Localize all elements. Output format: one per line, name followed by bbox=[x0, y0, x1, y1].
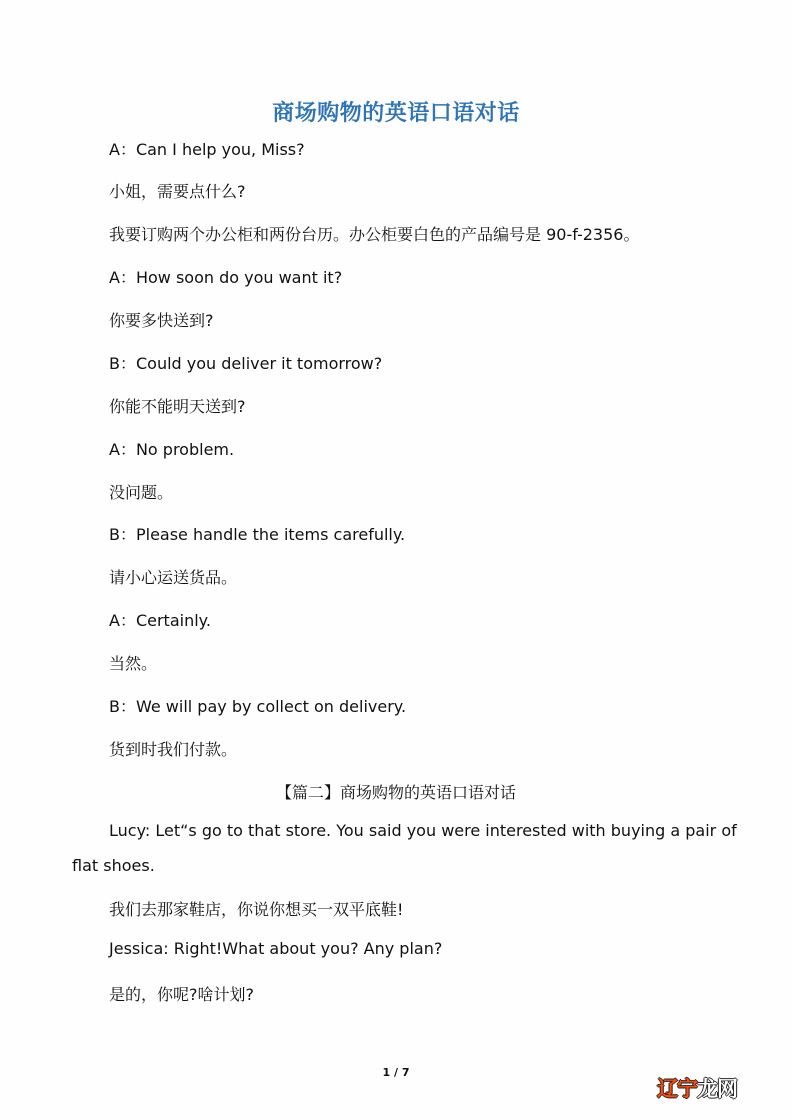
dialogue-line: B：Please handle the items carefully. bbox=[109, 525, 406, 544]
dialogue-line: 没问题。 bbox=[109, 483, 174, 502]
dialogue-line: A：No problem. bbox=[109, 440, 235, 459]
dialogue-line: Jessica: Right!What about you? Any plan? bbox=[109, 939, 443, 958]
watermark-logo bbox=[657, 1073, 737, 1103]
dialogue-line: Lucy: Let“s go to that store. You said you were interested with buying a pair of bbox=[109, 821, 737, 840]
dialogue-line: 小姐，需要点什么? bbox=[109, 182, 246, 201]
dialogue-line: 货到时我们付款。 bbox=[109, 740, 238, 759]
dialogue-line: A：Certainly. bbox=[109, 611, 211, 630]
dialogue-line: A：Can I help you, Miss? bbox=[109, 140, 305, 159]
dialogue-line: A：How soon do you want it? bbox=[109, 268, 343, 287]
dialogue-line: 请小心运送货品。 bbox=[109, 568, 238, 587]
watermark-part2: 龙网 bbox=[697, 1077, 737, 1101]
section-heading: 【篇二】商场购物的英语口语对话 bbox=[275, 783, 516, 802]
dialogue-line: B：Could you deliver it tomorrow? bbox=[109, 354, 383, 373]
document-title: 商场购物的英语口语对话 bbox=[272, 101, 520, 126]
dialogue-line: 你要多快送到? bbox=[109, 311, 214, 330]
dialogue-line: 当然。 bbox=[109, 654, 158, 673]
dialogue-line: flat shoes. bbox=[72, 856, 155, 875]
dialogue-line: 是的，你呢?啥计划? bbox=[109, 985, 254, 1004]
dialogue-line: B：We will pay by collect on delivery. bbox=[109, 697, 407, 716]
dialogue-line: 你能不能明天送到? bbox=[109, 397, 246, 416]
page-indicator: 1 / 7 bbox=[382, 1066, 410, 1079]
watermark-part1: 辽宁 bbox=[657, 1077, 697, 1101]
dialogue-line: 我们去那家鞋店，你说你想买一双平底鞋! bbox=[109, 900, 404, 919]
dialogue-line: 我要订购两个办公柜和两份台历。办公柜要白色的产品编号是 90-f-2356。 bbox=[109, 225, 640, 244]
